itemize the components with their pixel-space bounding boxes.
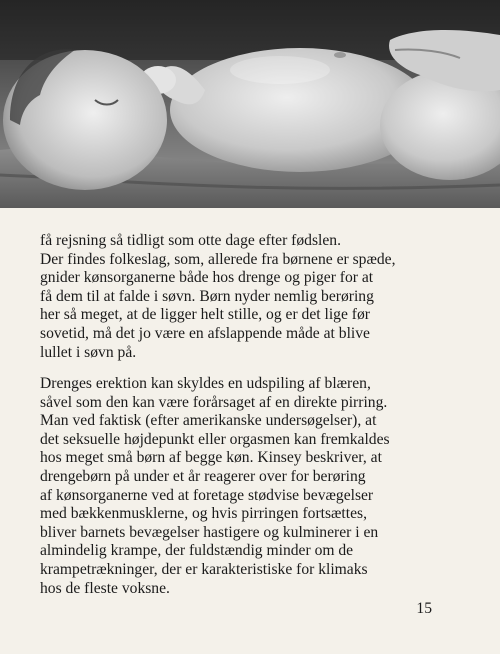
text-line: Der findes folkeslag, som, allerede fra børnene er spæde,	[40, 250, 396, 268]
text-line: lullet i søvn på.	[40, 343, 137, 361]
text-line: såvel som den kan være forårsaget af en direkte pirring.	[40, 393, 388, 411]
text-line: få dem til at falde i søvn. Børn nyder nemlig berøring	[40, 287, 374, 305]
paragraph-1	[40, 232, 472, 362]
baby-sleeping-photo-icon	[0, 0, 500, 208]
text-line: bliver barnets bevægelser hastigere og kulminerer i en	[40, 523, 379, 541]
text-line: af kønsorganerne ved at foretage stødvise bevægelser	[40, 486, 374, 504]
text-line: almindelig krampe, der fuldstændig minder om de	[40, 542, 354, 560]
text-line: her så meget, at de ligger helt stille, og er det lige før	[40, 306, 370, 324]
text-line: Man ved faktisk (efter amerikanske undersøgelser), at	[40, 412, 377, 430]
page-number: 15	[416, 600, 432, 617]
text-line: Drenges erektion kan skyldes en udspiling af blæren,	[40, 375, 371, 392]
paragraph-2	[40, 375, 472, 598]
text-line: gnider kønsorganerne både hos drenge og piger for at	[40, 269, 374, 287]
text-line: hos meget små børn af begge køn. Kinsey beskriver, at	[40, 449, 382, 467]
text-line: få rejsning så tidligt som otte dage efter fødslen.	[40, 232, 341, 249]
text-line: med bækkenmusklerne, og hvis pirringen fortsættes,	[40, 505, 367, 523]
text-line: drengebørn på under et år reagerer over for berøring	[40, 467, 366, 485]
text-line: krampetrækninger, der er karakteristiske for klimaks	[40, 560, 368, 578]
text-line: det seksuelle højdepunkt eller orgasmen kan fremkaldes	[40, 430, 390, 448]
text-line: hos de fleste voksne.	[40, 579, 170, 597]
text-line: sovetid, må det jo være en afslappende måde at blive	[40, 324, 370, 342]
baby-photo	[0, 0, 500, 208]
